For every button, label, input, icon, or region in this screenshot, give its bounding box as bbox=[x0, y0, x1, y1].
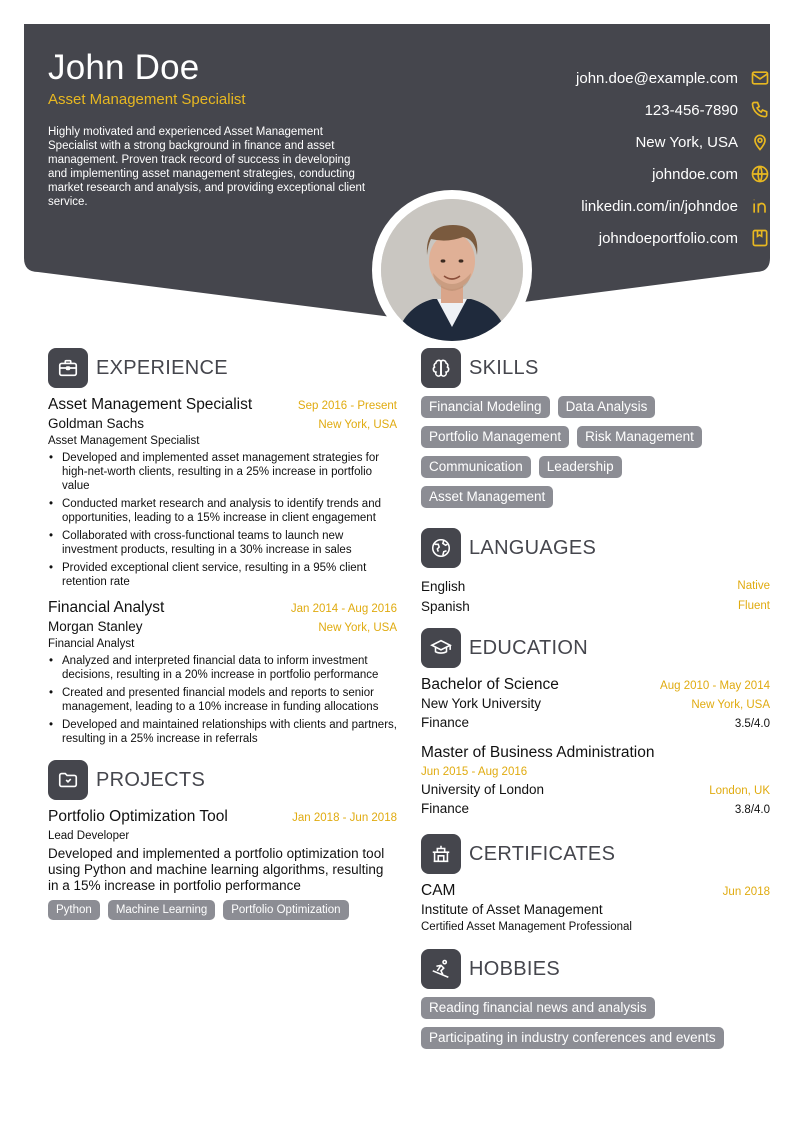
project-tags bbox=[48, 900, 397, 920]
education-location: New York, USA bbox=[691, 699, 770, 711]
folder-icon bbox=[48, 760, 88, 800]
hobbies-section bbox=[421, 949, 770, 1049]
certificates-header bbox=[421, 834, 770, 874]
language-name: English bbox=[421, 578, 466, 594]
skills-title: SKILLS bbox=[469, 356, 539, 379]
education-gpa: 3.8/4.0 bbox=[734, 804, 770, 816]
experience-entry bbox=[48, 396, 397, 589]
language-row bbox=[421, 576, 770, 596]
education-location: London, UK bbox=[709, 785, 770, 797]
hobbies-list bbox=[421, 997, 770, 1049]
education-field: Finance bbox=[421, 715, 470, 730]
project-tag: Machine Learning bbox=[108, 900, 215, 920]
profile-photo bbox=[381, 199, 523, 341]
bullet-item: • Provided exceptional client service, resulting in a 95% client retention rate bbox=[48, 561, 397, 589]
languages-title: LANGUAGES bbox=[469, 536, 597, 559]
certificates-section bbox=[421, 834, 770, 933]
contact-phone[interactable] bbox=[440, 94, 770, 126]
project-description: Developed and implemented a portfolio optimization tool using Python and machine learning algorithms, resulting in a 15% increase in portfolio performance bbox=[48, 846, 385, 893]
project-tag: Python bbox=[48, 900, 100, 920]
certificates-title: CERTIFICATES bbox=[469, 842, 616, 865]
projects-header bbox=[48, 760, 397, 800]
bullet-item: • Analyzed and interpreted financial data to inform investment decisions, resulting in a 20% increase in portfolio performance bbox=[48, 654, 397, 682]
skills-section bbox=[421, 348, 770, 508]
experience-role: Asset Management Specialist bbox=[48, 435, 200, 447]
skills-header bbox=[421, 348, 770, 388]
language-level: Native bbox=[737, 580, 770, 592]
project-role: Lead Developer bbox=[48, 830, 130, 842]
language-name: Spanish bbox=[421, 598, 470, 614]
contact-portfolio-text[interactable]: johndoeportfolio.com bbox=[598, 229, 738, 247]
location-pin-icon bbox=[750, 132, 770, 152]
contact-website[interactable] bbox=[440, 158, 770, 190]
education-entry bbox=[421, 744, 770, 816]
skill-chip: Risk Management bbox=[577, 426, 702, 448]
experience-date: Jan 2014 - Aug 2016 bbox=[290, 603, 397, 615]
mail-icon bbox=[750, 68, 770, 88]
skill-chip: Portfolio Management bbox=[421, 426, 569, 448]
skill-chip: Leadership bbox=[539, 456, 622, 478]
graduation-cap-icon bbox=[421, 628, 461, 668]
experience-bullets bbox=[48, 654, 397, 746]
certificate-full-name: Certified Asset Management Professional bbox=[421, 921, 632, 933]
institution-icon bbox=[421, 834, 461, 874]
experience-company: Goldman Sachs bbox=[48, 416, 145, 431]
summary-text: Highly motivated and experienced Asset Management Specialist with a strong background in finance and asset management. Proven track record of success in developing and implementing asset management strategies, conducting market research and analysis, and providing exceptional client service. bbox=[48, 126, 366, 208]
education-entry bbox=[421, 676, 770, 730]
education-date: Aug 2010 - May 2014 bbox=[660, 680, 770, 692]
experience-job-title: Asset Management Specialist bbox=[48, 396, 253, 413]
experience-date: Sep 2016 - Present bbox=[297, 400, 397, 412]
hobby-chip: Reading financial news and analysis bbox=[421, 997, 655, 1019]
skill-chip: Communication bbox=[421, 456, 531, 478]
skill-chip: Asset Management bbox=[421, 486, 553, 508]
languages-section bbox=[421, 528, 770, 616]
experience-role: Financial Analyst bbox=[48, 638, 135, 650]
left-column bbox=[48, 348, 397, 920]
project-title: Portfolio Optimization Tool bbox=[48, 808, 228, 825]
language-level: Fluent bbox=[738, 600, 770, 612]
contact-location bbox=[440, 126, 770, 158]
contact-location-text: New York, USA bbox=[635, 133, 738, 151]
education-degree: Master of Business Administration bbox=[421, 744, 655, 761]
education-date: Jun 2015 - Aug 2016 bbox=[421, 766, 528, 778]
contact-website-text[interactable]: johndoe.com bbox=[652, 165, 738, 183]
hobby-chip: Participating in industry conferences and events bbox=[421, 1027, 724, 1049]
project-date: Jan 2018 - Jun 2018 bbox=[292, 812, 397, 824]
education-header bbox=[421, 628, 770, 668]
bullet-item: • Conducted market research and analysis to identify trends and opportunities, leading to a 15% increase in client engagement bbox=[48, 497, 397, 525]
hobbies-title: HOBBIES bbox=[469, 957, 561, 980]
education-degree: Bachelor of Science bbox=[421, 676, 559, 693]
contact-email-text[interactable]: john.doe@example.com bbox=[576, 69, 738, 87]
contact-linkedin-text[interactable]: linkedin.com/in/johndoe bbox=[581, 197, 738, 215]
experience-title: EXPERIENCE bbox=[96, 356, 228, 379]
skills-list bbox=[421, 396, 741, 508]
experience-job-title: Financial Analyst bbox=[48, 599, 165, 616]
contact-phone-text[interactable]: 123-456-7890 bbox=[644, 101, 738, 119]
bullet-item: • Collaborated with cross-functional teams to launch new investment products, resulting in a 30% increase in sales bbox=[48, 529, 397, 557]
certificate-name: CAM bbox=[421, 882, 456, 899]
portfolio-icon bbox=[750, 228, 770, 248]
bullet-item: • Developed and maintained relationships with clients and partners, resulting in a 25% increase in referrals bbox=[48, 718, 397, 746]
languages-header bbox=[421, 528, 770, 568]
linkedin-icon bbox=[750, 196, 770, 216]
hobbies-header bbox=[421, 949, 770, 989]
candidate-name: John Doe bbox=[48, 48, 200, 87]
experience-header bbox=[48, 348, 397, 388]
experience-location: New York, USA bbox=[318, 622, 397, 634]
education-gpa: 3.5/4.0 bbox=[734, 718, 770, 730]
experience-bullets bbox=[48, 451, 397, 589]
bullet-item: • Developed and implemented asset management strategies for high-net-worth clients, resulting in a 25% increase in portfolio value bbox=[48, 451, 397, 493]
certificate-issuer: Institute of Asset Management bbox=[421, 902, 603, 917]
certificate-date: Jun 2018 bbox=[722, 886, 770, 898]
contact-email[interactable] bbox=[440, 62, 770, 94]
right-column bbox=[421, 348, 770, 1049]
experience-location: New York, USA bbox=[318, 419, 397, 431]
education-school: University of London bbox=[421, 782, 545, 797]
brain-icon bbox=[421, 348, 461, 388]
education-section bbox=[421, 628, 770, 816]
experience-section bbox=[48, 348, 397, 746]
projects-section bbox=[48, 760, 397, 920]
briefcase-icon bbox=[48, 348, 88, 388]
project-entry bbox=[48, 808, 397, 920]
experience-entry bbox=[48, 599, 397, 746]
phone-icon bbox=[750, 100, 770, 120]
skill-chip: Financial Modeling bbox=[421, 396, 550, 418]
education-field: Finance bbox=[421, 801, 470, 816]
experience-company: Morgan Stanley bbox=[48, 619, 143, 634]
projects-title: PROJECTS bbox=[96, 768, 206, 791]
education-school: New York University bbox=[421, 696, 542, 711]
candidate-title: Asset Management Specialist bbox=[48, 91, 246, 108]
certificate-entry bbox=[421, 882, 770, 933]
project-tag: Portfolio Optimization bbox=[223, 900, 348, 920]
language-row bbox=[421, 596, 770, 616]
globe-icon bbox=[750, 164, 770, 184]
bullet-item: • Created and presented financial models and reports to senior management, leading to a 10% increase in funding allocations bbox=[48, 686, 397, 714]
education-title: EDUCATION bbox=[469, 636, 588, 659]
skiing-icon bbox=[421, 949, 461, 989]
skill-chip: Data Analysis bbox=[558, 396, 656, 418]
globe-language-icon bbox=[421, 528, 461, 568]
